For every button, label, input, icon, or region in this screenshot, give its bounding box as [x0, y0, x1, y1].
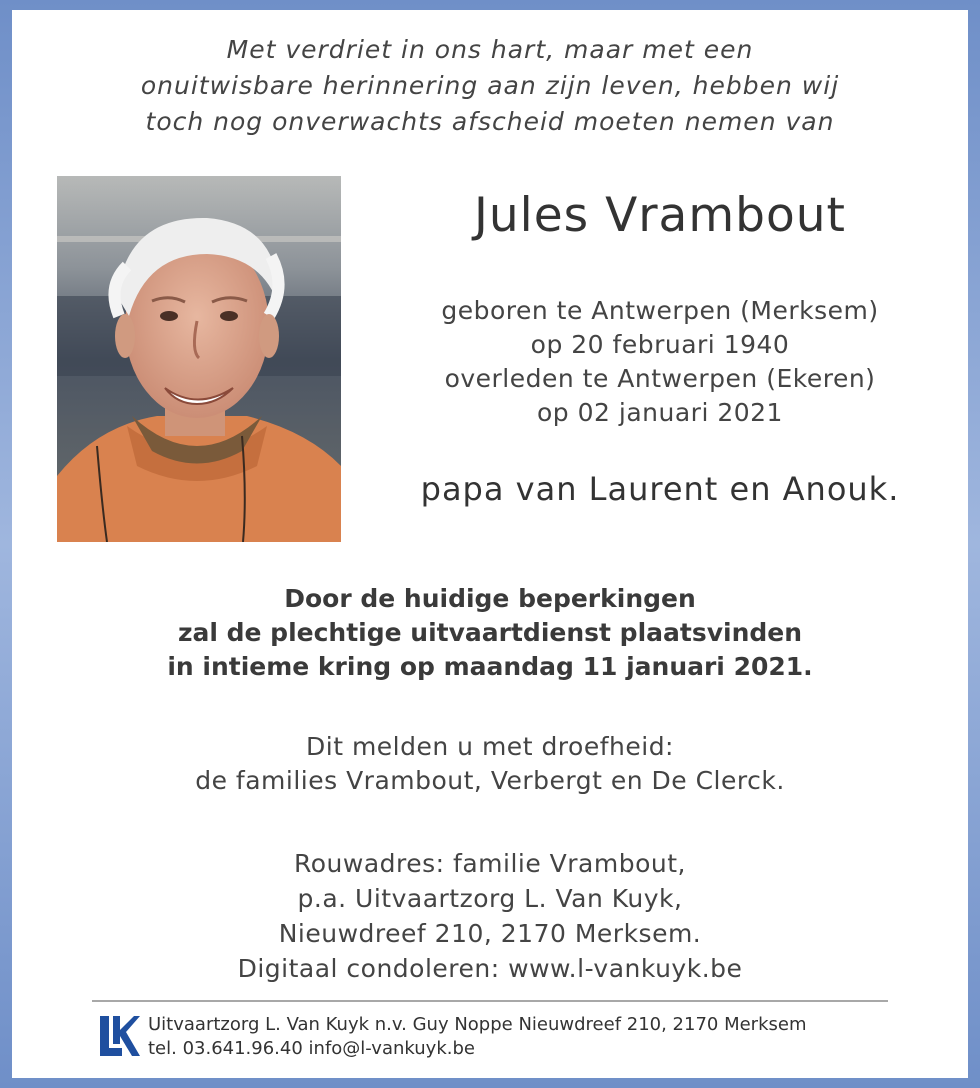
message-line: Dit melden u met droefheid: — [306, 732, 674, 761]
vankuyk-logo-icon — [98, 1014, 140, 1058]
birth-place: geboren te Antwerpen (Merksem) — [441, 296, 879, 325]
address-line: Rouwadres: familie Vrambout, — [294, 849, 686, 878]
death-place: overleden te Antwerpen (Ekeren) — [444, 364, 876, 393]
family-line: papa van Laurent en Anouk. — [420, 470, 900, 508]
address-line: p.a. Uitvaartzorg L. Van Kuyk, — [297, 884, 683, 913]
funeral-notice — [0, 582, 980, 684]
life-dates — [360, 294, 960, 430]
notice-line: Door de huidige beperkingen — [284, 584, 696, 613]
birth-date: op 20 februari 1940 — [530, 330, 790, 359]
intro-text — [0, 32, 980, 140]
condolence-line: Digitaal condoleren: www.l-vankuyk.be — [237, 954, 743, 983]
footer-contact — [148, 1013, 807, 1061]
address-line: Nieuwdreef 210, 2170 Merksem. — [278, 919, 702, 948]
announcement-message — [0, 730, 980, 798]
portrait-illustration — [57, 176, 341, 542]
notice-line: zal de plechtige uitvaartdienst plaatsvinden — [177, 618, 803, 647]
message-line: de families Vrambout, Verbergt en De Clerck. — [195, 766, 785, 795]
footer-company: Uitvaartzorg L. Van Kuyk n.v. Guy Noppe Nieuwdreef 210, 2170 Merksem — [148, 1014, 807, 1035]
portrait-photo — [57, 176, 341, 542]
deceased-name: Jules Vrambout — [474, 188, 846, 243]
footer-contact-info: tel. 03.641.96.40 info@l-vankuyk.be — [148, 1038, 475, 1059]
intro-line: onuitwisbare herinnering aan zijn leven, hebben wij — [140, 71, 840, 100]
mourning-address — [0, 846, 980, 986]
intro-line: toch nog onverwachts afscheid moeten nemen van — [145, 107, 835, 136]
notice-line: in intieme kring op maandag 11 januari 2021. — [167, 652, 813, 681]
intro-line: Met verdriet in ons hart, maar met een — [226, 35, 754, 64]
footer-divider — [92, 1000, 888, 1002]
death-date: op 02 januari 2021 — [537, 398, 783, 427]
